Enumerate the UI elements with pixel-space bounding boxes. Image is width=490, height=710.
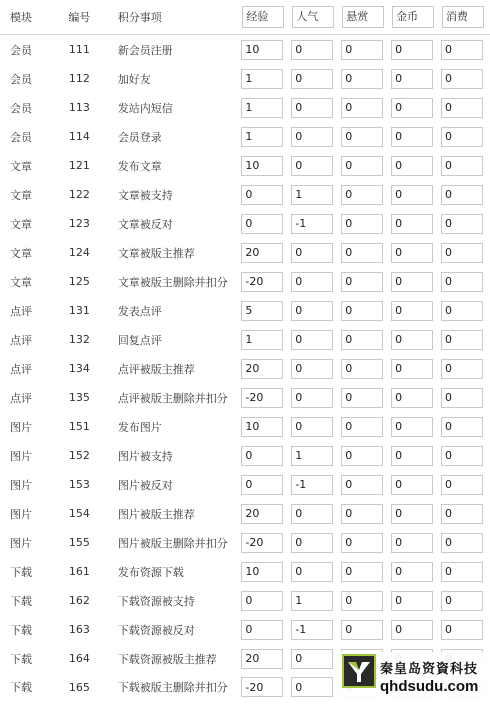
coins-input[interactable] (391, 243, 433, 263)
consume-input[interactable] (441, 156, 483, 176)
consume-input[interactable] (441, 533, 483, 553)
module-cell: 图片 (10, 507, 32, 521)
item-cell: 图片被版主推荐 (117, 507, 195, 521)
experience-input[interactable] (241, 533, 283, 553)
code-cell: 112 (68, 72, 90, 85)
bounty-input[interactable] (341, 591, 383, 611)
column-header-code: 编号 (68, 11, 91, 24)
bounty-input[interactable] (341, 156, 383, 176)
consume-input[interactable] (441, 359, 483, 379)
experience-input[interactable] (241, 330, 283, 350)
experience-input[interactable] (241, 156, 283, 176)
watermark-text: 秦皇岛资資科技 (380, 662, 479, 677)
module-cell: 下载 (10, 681, 32, 694)
item-cell: 下载资源被版主推荐 (117, 652, 217, 666)
module-cell: 图片 (10, 536, 32, 550)
bounty-input[interactable] (341, 214, 383, 234)
module-cell: 点评 (10, 333, 32, 347)
coins-input[interactable] (391, 591, 433, 611)
table-row (0, 557, 490, 586)
coins-input[interactable] (391, 475, 433, 495)
experience-input[interactable] (241, 301, 283, 321)
item-cell: 发布资源下载 (117, 565, 184, 579)
experience-input[interactable] (241, 243, 283, 263)
popularity-input[interactable] (291, 591, 333, 611)
experience-input[interactable] (241, 69, 283, 89)
popularity-input[interactable] (291, 649, 333, 669)
code-cell: 135 (68, 391, 90, 404)
consume-input[interactable] (441, 591, 483, 611)
consume-input[interactable] (441, 127, 483, 147)
consume-input[interactable] (441, 98, 483, 118)
table-row (0, 93, 490, 122)
coins-input[interactable] (391, 98, 433, 118)
module-cell: 文章 (10, 217, 32, 231)
table-row (0, 470, 490, 499)
coins-input[interactable] (391, 185, 433, 205)
experience-input[interactable] (241, 475, 283, 495)
coins-input[interactable] (391, 214, 433, 234)
code-cell: 111 (68, 43, 90, 56)
popularity-input[interactable] (291, 417, 333, 437)
experience-input[interactable] (241, 40, 283, 60)
coins-input[interactable] (391, 127, 433, 147)
experience-input[interactable] (241, 562, 283, 582)
consume-input[interactable] (441, 417, 483, 437)
watermark-url: qhdsudu.com (380, 678, 479, 695)
popularity-input[interactable] (291, 98, 333, 118)
coins-input[interactable] (391, 301, 433, 321)
item-cell: 图片被反对 (117, 478, 173, 492)
table-row (0, 586, 490, 615)
popularity-input[interactable] (291, 272, 333, 292)
coins-input[interactable] (391, 156, 433, 176)
popularity-input[interactable] (291, 359, 333, 379)
coins-input[interactable] (391, 272, 433, 292)
module-cell: 点评 (10, 362, 32, 376)
consume-input[interactable] (441, 330, 483, 350)
code-cell: 163 (68, 623, 90, 636)
experience-input[interactable] (241, 127, 283, 147)
consume-input[interactable] (441, 475, 483, 495)
column-header-module: 模块 (10, 11, 32, 24)
coins-input[interactable] (391, 562, 433, 582)
popularity-input[interactable] (291, 446, 333, 466)
popularity-input[interactable] (291, 677, 333, 697)
table-row (0, 151, 490, 180)
code-cell: 121 (68, 159, 90, 172)
module-cell: 会员 (10, 130, 32, 144)
bounty-input[interactable] (341, 446, 383, 466)
module-cell: 下载 (10, 594, 32, 608)
module-cell: 图片 (10, 478, 32, 492)
bounty-input[interactable] (341, 388, 383, 408)
item-cell: 下载资源被反对 (117, 623, 195, 637)
code-cell: 164 (68, 652, 90, 665)
code-cell: 134 (68, 362, 90, 375)
experience-input[interactable] (241, 388, 283, 408)
experience-input[interactable] (241, 98, 283, 118)
code-cell: 123 (68, 217, 90, 230)
column-header-coins: 金币 (392, 6, 434, 28)
table-row (0, 383, 490, 412)
column-header-item: 积分事项 (117, 11, 162, 24)
coins-input[interactable] (391, 417, 433, 437)
experience-input[interactable] (241, 359, 283, 379)
experience-input[interactable] (241, 272, 283, 292)
table-row (0, 35, 490, 65)
column-header-experience: 经验 (242, 6, 284, 28)
table-row (0, 180, 490, 209)
item-cell: 发表点评 (117, 304, 162, 318)
code-cell: 122 (68, 188, 90, 201)
table-row (0, 325, 490, 354)
item-cell: 点评被版主删除并扣分 (117, 391, 228, 405)
item-cell: 下载资源被支持 (117, 594, 195, 608)
item-cell: 文章被版主推荐 (117, 246, 195, 260)
table-row (0, 267, 490, 296)
coins-input[interactable] (391, 620, 433, 640)
popularity-input[interactable] (291, 388, 333, 408)
column-header-popularity: 人气 (292, 6, 334, 28)
module-cell: 下载 (10, 565, 32, 579)
coins-input[interactable] (391, 504, 433, 524)
item-cell: 下载被版主删除并扣分 (117, 681, 228, 694)
bounty-input[interactable] (341, 185, 383, 205)
code-cell: 113 (68, 101, 90, 114)
popularity-input[interactable] (291, 620, 333, 640)
item-cell: 新会员注册 (117, 43, 173, 57)
item-cell: 图片被支持 (117, 449, 173, 463)
code-cell: 151 (68, 420, 90, 433)
code-cell: 131 (68, 304, 90, 317)
module-cell: 文章 (10, 275, 32, 289)
popularity-input[interactable] (291, 301, 333, 321)
table-row (0, 441, 490, 470)
watermark-logo-icon (342, 654, 376, 688)
code-cell: 165 (68, 680, 90, 694)
module-cell: 图片 (10, 420, 32, 434)
module-cell: 会员 (10, 43, 32, 57)
table-row (0, 615, 490, 644)
bounty-input[interactable] (341, 504, 383, 524)
table-row (0, 238, 490, 267)
column-header-consume: 消费 (442, 6, 484, 28)
consume-input[interactable] (441, 243, 483, 263)
experience-input[interactable] (241, 677, 283, 697)
item-cell: 发站内短信 (117, 101, 173, 115)
bounty-input[interactable] (341, 40, 383, 60)
bounty-input[interactable] (341, 243, 383, 263)
coins-input[interactable] (391, 446, 433, 466)
column-header-bounty: 悬赏 (342, 6, 384, 28)
module-cell: 下载 (10, 652, 32, 666)
popularity-input[interactable] (291, 127, 333, 147)
bounty-input[interactable] (341, 330, 383, 350)
module-cell: 图片 (10, 449, 32, 463)
popularity-input[interactable] (291, 562, 333, 582)
bounty-input[interactable] (341, 620, 383, 640)
coins-input[interactable] (391, 533, 433, 553)
table-row (0, 122, 490, 151)
consume-input[interactable] (441, 301, 483, 321)
consume-input[interactable] (441, 185, 483, 205)
bounty-input[interactable] (341, 69, 383, 89)
popularity-input[interactable] (291, 243, 333, 263)
item-cell: 文章被反对 (117, 217, 173, 231)
bounty-input[interactable] (341, 272, 383, 292)
consume-input[interactable] (441, 272, 483, 292)
consume-input[interactable] (441, 504, 483, 524)
consume-input[interactable] (441, 40, 483, 60)
popularity-input[interactable] (291, 156, 333, 176)
coins-input[interactable] (391, 359, 433, 379)
coins-input[interactable] (391, 69, 433, 89)
experience-input[interactable] (241, 620, 283, 640)
coins-input[interactable] (391, 330, 433, 350)
table-row (0, 412, 490, 441)
code-cell: 114 (68, 130, 90, 143)
popularity-input[interactable] (291, 69, 333, 89)
bounty-input[interactable] (341, 417, 383, 437)
module-cell: 点评 (10, 304, 32, 318)
item-cell: 文章被支持 (117, 188, 173, 202)
coins-input[interactable] (391, 388, 433, 408)
module-cell: 文章 (10, 159, 32, 173)
consume-input[interactable] (441, 446, 483, 466)
module-cell: 下载 (10, 623, 32, 637)
coins-input[interactable] (391, 40, 433, 60)
item-cell: 图片被版主删除并扣分 (117, 536, 228, 550)
code-cell: 124 (68, 246, 90, 259)
table-row (0, 64, 490, 93)
module-cell: 会员 (10, 101, 32, 115)
experience-input[interactable] (241, 446, 283, 466)
item-cell: 加好友 (117, 72, 151, 86)
popularity-input[interactable] (291, 185, 333, 205)
experience-input[interactable] (241, 504, 283, 524)
experience-input[interactable] (241, 417, 283, 437)
module-cell: 文章 (10, 246, 32, 260)
consume-input[interactable] (441, 69, 483, 89)
popularity-input[interactable] (291, 330, 333, 350)
experience-input[interactable] (241, 649, 283, 669)
popularity-input[interactable] (291, 533, 333, 553)
table-row (0, 209, 490, 238)
popularity-input[interactable] (291, 475, 333, 495)
table-row (0, 499, 490, 528)
bounty-input[interactable] (341, 359, 383, 379)
code-cell: 155 (68, 536, 90, 549)
table-row (0, 354, 490, 383)
code-cell: 154 (68, 507, 90, 520)
code-cell: 132 (68, 333, 90, 346)
watermark (340, 652, 490, 704)
module-cell: 会员 (10, 72, 32, 86)
code-cell: 125 (68, 275, 90, 288)
table-header-row (0, 0, 490, 35)
item-cell: 发布图片 (117, 420, 162, 434)
experience-input[interactable] (241, 591, 283, 611)
bounty-input[interactable] (341, 301, 383, 321)
bounty-input[interactable] (341, 475, 383, 495)
experience-input[interactable] (241, 185, 283, 205)
popularity-input[interactable] (291, 40, 333, 60)
item-cell: 发布文章 (117, 159, 162, 173)
item-cell: 回复点评 (117, 333, 162, 347)
consume-input[interactable] (441, 214, 483, 234)
bounty-input[interactable] (341, 127, 383, 147)
bounty-input[interactable] (341, 98, 383, 118)
table-body (0, 35, 490, 702)
module-cell: 文章 (10, 188, 32, 202)
bounty-input[interactable] (341, 533, 383, 553)
code-cell: 152 (68, 449, 90, 462)
code-cell: 153 (68, 478, 90, 491)
consume-input[interactable] (441, 620, 483, 640)
table-row (0, 296, 490, 325)
code-cell: 161 (68, 565, 90, 578)
popularity-input[interactable] (291, 504, 333, 524)
item-cell: 点评被版主推荐 (117, 362, 195, 376)
popularity-input[interactable] (291, 214, 333, 234)
consume-input[interactable] (441, 388, 483, 408)
module-cell: 点评 (10, 391, 32, 405)
item-cell: 会员登录 (117, 130, 162, 144)
item-cell: 文章被版主删除并扣分 (117, 275, 228, 289)
table-row (0, 528, 490, 557)
consume-input[interactable] (441, 562, 483, 582)
bounty-input[interactable] (341, 562, 383, 582)
experience-input[interactable] (241, 214, 283, 234)
code-cell: 162 (68, 594, 90, 607)
